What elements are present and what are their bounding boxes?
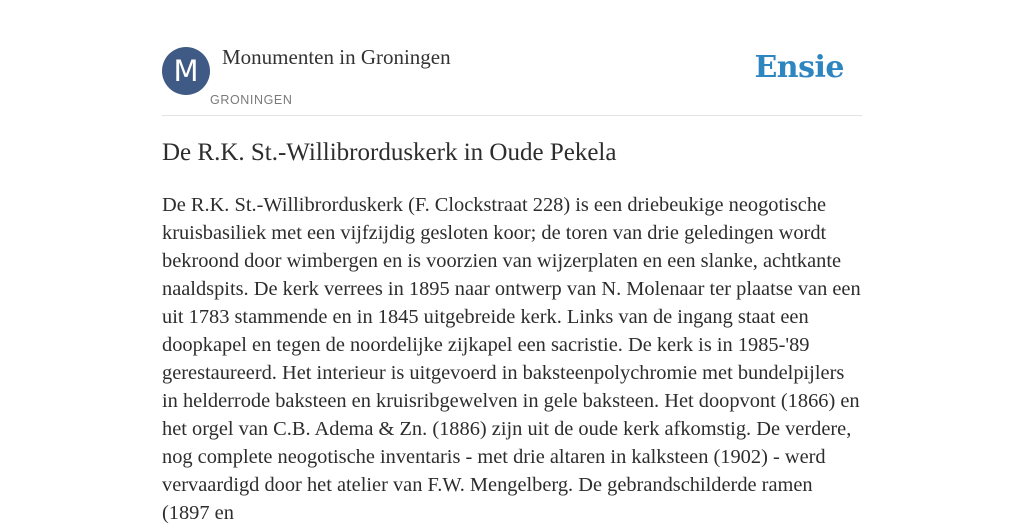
article-body: De R.K. St.-Willibrorduskerk (F. Clockstraat 228) is een driebeukige neogotische kruisbasiliek met een vijfzijdig gesloten koor; de toren van drie geledingen wordt bekroond door wimbergen en is voorzien van wijzerplaten en een slanke, achtkante naaldspits. De kerk verrees in 1895 naar ontwerp van N. Molenaar ter plaatse van een uit 1783 stammende en in 1845 uitgebreide kerk. Links van de ingang staat een doopkapel en tegen de noordelijke zijkapel een sacristie. De kerk is in 1985-'89 gerestaureerd. Het interieur is uitgevoerd in baksteenpolychromie met bundelpijlers in helderrode baksteen en kruisribgewelven in gele baksteen. Het doopvont (1866) en het orgel van C.B. Adema & Zn. (1886) zijn uit de oude kerk afkomstig. De verdere, nog complete neogotische inventaris - met drie altaren in kalksteen (1902) - werd vervaardigd door het atelier van F.W. Mengelberg. De gebrandschilderde ramen (1897 en bbox=[162, 194, 861, 524]
avatar[interactable]: M bbox=[162, 47, 210, 95]
brand-logo[interactable]: Ensie bbox=[754, 50, 844, 85]
site-title-link[interactable]: Monumenten in Groningen bbox=[222, 45, 451, 69]
site-tag-link[interactable]: GRONINGEN bbox=[210, 93, 293, 107]
article-title: De R.K. St.-Willibrorduskerk in Oude Pekela bbox=[162, 139, 617, 166]
site-header bbox=[162, 0, 862, 116]
